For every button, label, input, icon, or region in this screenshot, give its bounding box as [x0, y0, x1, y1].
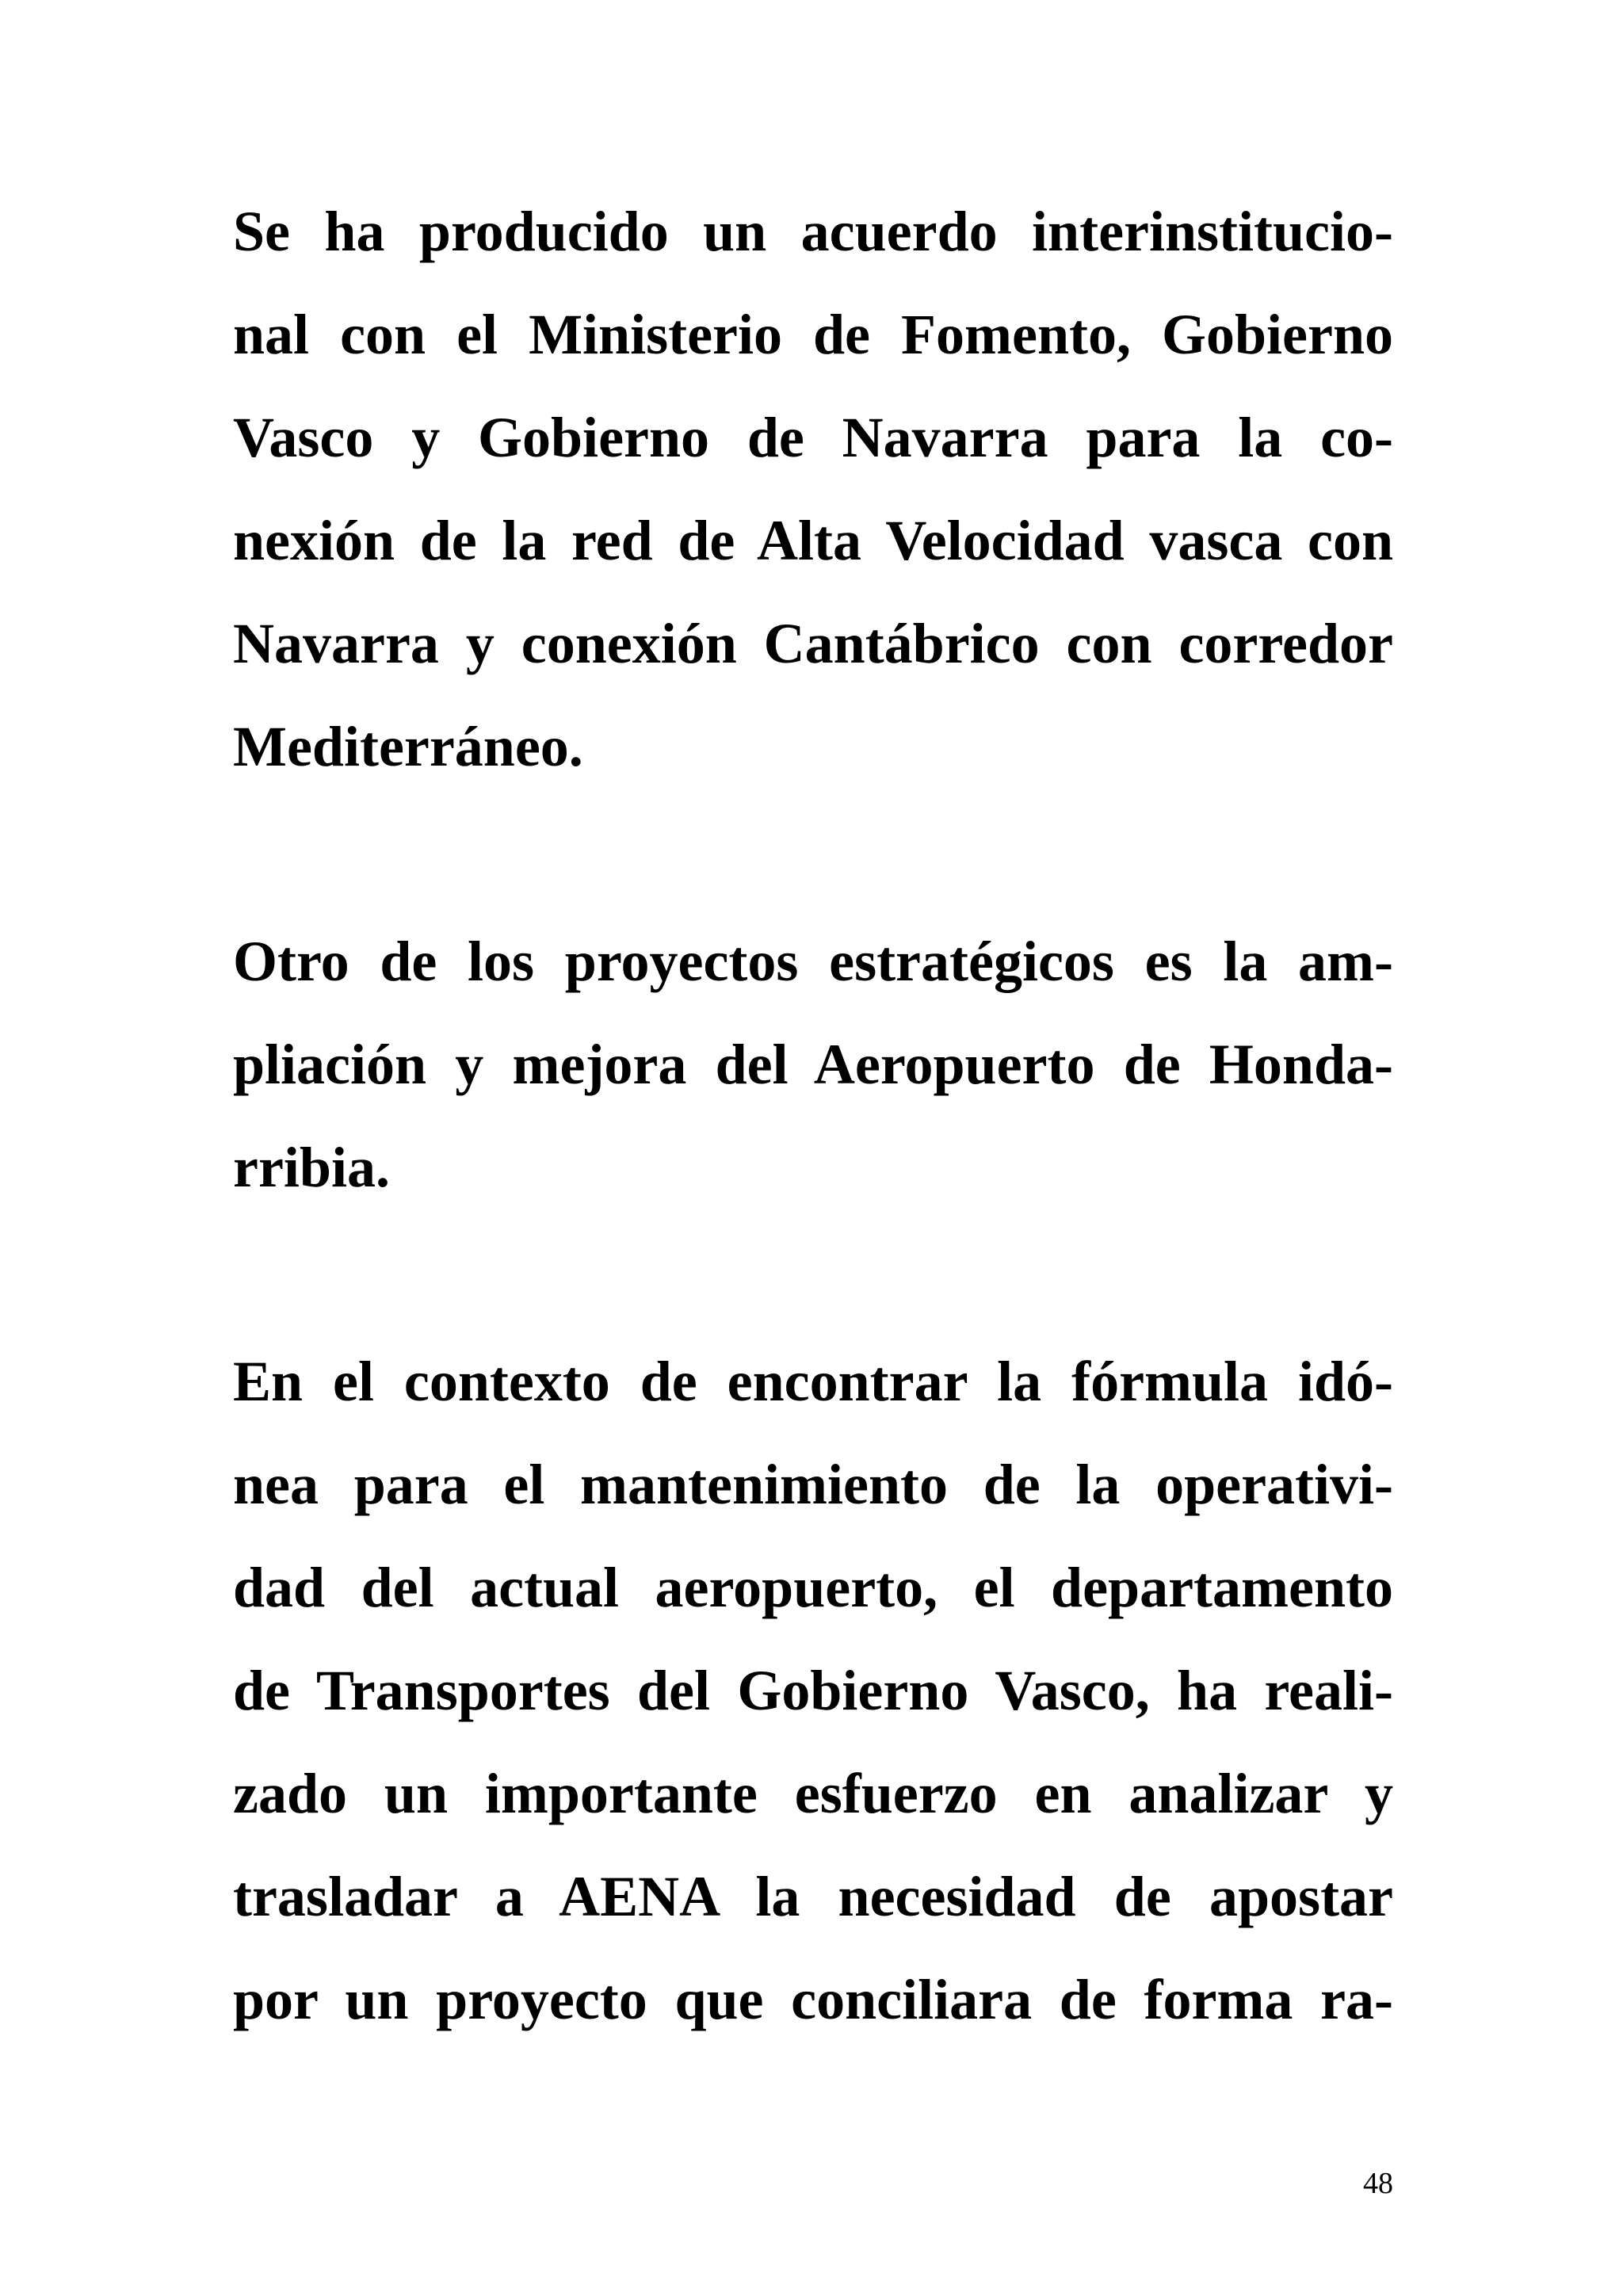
text-line: Vasco y Gobierno de Navarra para la co- — [233, 406, 1393, 469]
text-line: En el contexto de encontrar la fórmula idó- — [233, 1350, 1393, 1413]
text-line: Otro de los proyectos estratégicos es la am- — [233, 930, 1393, 993]
text-line: nexión de la red de Alta Velocidad vasca con — [233, 509, 1393, 572]
text-line: nea para el mantenimiento de la operativi- — [233, 1453, 1393, 1516]
text-line: pliación y mejora del Aeropuerto de Honda- — [233, 1033, 1393, 1096]
text-line: rribia. — [233, 1136, 390, 1199]
text-line: Se ha producido un acuerdo interinstitucio- — [233, 200, 1393, 263]
text-line: por un proyecto que conciliara de forma ra- — [233, 1968, 1393, 2031]
page-number: 48 — [1363, 2167, 1393, 2200]
text-line: zado un importante esfuerzo en analizar y — [233, 1762, 1393, 1825]
text-line: nal con el Ministerio de Fomento, Gobierno — [233, 303, 1393, 366]
text-line: Navarra y conexión Cantábrico con corredor — [233, 612, 1393, 675]
text-line: trasladar a AENA la necesidad de apostar — [233, 1865, 1393, 1928]
text-line: dad del actual aeropuerto, el departamento — [233, 1556, 1393, 1619]
text-line: Mediterráneo. — [233, 715, 583, 778]
text-line: de Transportes del Gobierno Vasco, ha reali- — [233, 1659, 1393, 1722]
